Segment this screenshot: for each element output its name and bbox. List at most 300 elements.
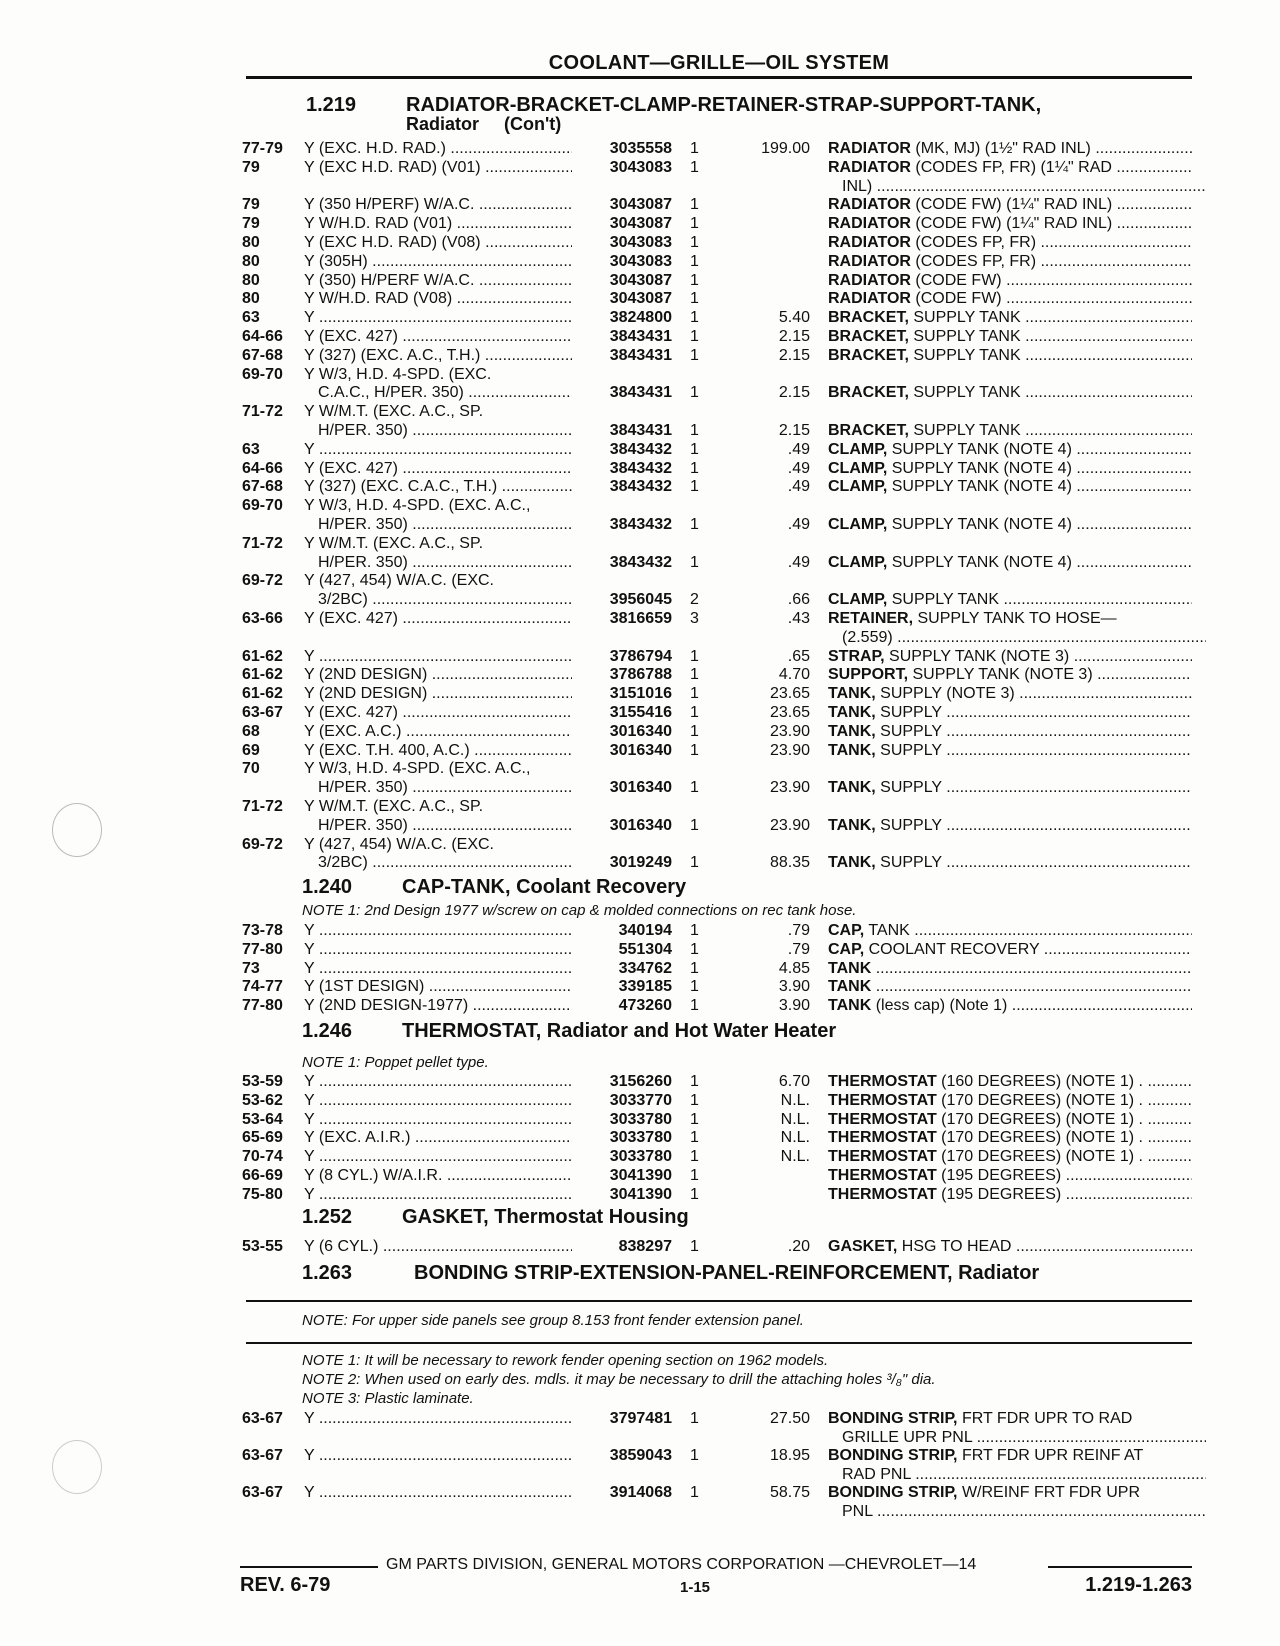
- part-description-cont: [828, 1466, 1206, 1484]
- part-description: [828, 1238, 1192, 1256]
- table-row: [0, 704, 1280, 723]
- description-text: COOLANT RECOVERY .....: [864, 941, 1192, 958]
- application: [304, 497, 572, 515]
- part-name: THERMOSTAT: [828, 1110, 937, 1128]
- quantity: 1: [690, 1110, 699, 1128]
- part-name: CLAMP,: [828, 459, 888, 477]
- part-description-cont: [828, 629, 1206, 647]
- price: 23.65: [769, 685, 810, 703]
- table-row: [0, 196, 1280, 215]
- part-description: [828, 234, 1192, 252]
- price: 18.95: [769, 1447, 810, 1465]
- part-description: [828, 1129, 1192, 1147]
- application: [304, 290, 572, 308]
- description-text: (170 DEGREES) (NOTE 1) . .....: [937, 1092, 1192, 1109]
- part-description: [828, 817, 1192, 835]
- model-year: 63-66: [242, 610, 283, 627]
- application-text: Y .....: [304, 1073, 572, 1090]
- part-number: 3043087: [609, 271, 672, 289]
- table-row: [0, 422, 1280, 441]
- price: 2.15: [778, 384, 810, 402]
- table-row: [0, 384, 1280, 403]
- price: .65: [787, 647, 810, 665]
- quantity: 1: [690, 1410, 699, 1427]
- table-row: [0, 817, 1280, 836]
- part-description: [828, 685, 1192, 703]
- table-row: [0, 997, 1280, 1016]
- application: [304, 922, 572, 940]
- application-text: Y (427, 454) W/A.C. (EXC.: [304, 572, 494, 590]
- application-text: H/PER. 350) .....: [318, 779, 572, 796]
- part-number: 3914068: [609, 1484, 672, 1502]
- part-name: CLAMP,: [828, 591, 888, 609]
- part-number: 3155416: [609, 704, 672, 721]
- application: [304, 960, 572, 978]
- quantity: 1: [690, 1148, 699, 1166]
- description-text: SUPPLY TANK (NOTE 3) .....: [908, 666, 1192, 683]
- quantity: 1: [690, 1484, 699, 1502]
- model-year: 63-67: [242, 704, 283, 721]
- part-description: [828, 1410, 1192, 1428]
- application-text: Y (EXC. 427) .....: [304, 460, 572, 477]
- application: [304, 685, 572, 703]
- description-text: SUPPLY TANK TO HOSE—: [913, 610, 1117, 627]
- part-name: RADIATOR: [828, 140, 911, 157]
- application-text: Y W/H.D. RAD (V08) .....: [304, 290, 572, 307]
- model-year: 53-62: [242, 1091, 283, 1109]
- model-year: 63-67: [242, 1410, 283, 1427]
- part-description: [828, 309, 1192, 327]
- table-row: [0, 516, 1280, 535]
- part-name: BRACKET,: [828, 422, 909, 439]
- application-text: Y (2ND DESIGN-1977) .....: [304, 997, 572, 1014]
- description-text: (CODE FW) .....: [911, 290, 1192, 307]
- quantity: 1: [690, 1129, 699, 1147]
- price: .49: [787, 553, 810, 571]
- description-text: W/REINF FRT FDR UPR: [957, 1484, 1141, 1502]
- application-text: Y (EXC H.D. RAD) (V08) .....: [304, 234, 572, 251]
- part-name: BRACKET,: [828, 346, 909, 364]
- quantity: 1: [690, 1073, 699, 1090]
- application-text: H/PER. 350) .....: [318, 817, 572, 834]
- application-text: Y .....: [304, 441, 572, 458]
- price: 58.75: [769, 1484, 810, 1502]
- application: [304, 610, 572, 628]
- quantity: 1: [690, 215, 699, 233]
- price: 2.15: [778, 422, 810, 439]
- application: [304, 1129, 572, 1147]
- part-name: RETAINER,: [828, 610, 914, 627]
- model-year: 63: [242, 440, 260, 458]
- part-number: 3843431: [609, 328, 672, 345]
- model-year: 67-68: [242, 346, 283, 364]
- part-description: [828, 460, 1192, 478]
- footer-rule-left: [240, 1566, 378, 1568]
- model-year: 74-77: [242, 978, 283, 996]
- page-title: COOLANT—GRILLE—OIL SYSTEM: [548, 52, 890, 74]
- part-description: [828, 978, 1192, 996]
- application: [304, 328, 572, 346]
- application-text: Y W/3, H.D. 4-SPD. (EXC. A.C.,: [304, 760, 531, 778]
- part-description: [828, 215, 1192, 233]
- price: 23.90: [769, 816, 810, 834]
- price: N.L.: [780, 1129, 810, 1147]
- price: 88.35: [769, 854, 810, 872]
- model-year: 65-69: [242, 1129, 283, 1147]
- price: N.L.: [780, 1110, 810, 1128]
- application: [304, 1484, 572, 1502]
- price: .79: [787, 940, 810, 958]
- part-name: TANK,: [828, 741, 876, 759]
- section-note: NOTE 1: It will be necessary to rework fender opening section on 1962 models.: [302, 1352, 829, 1369]
- model-year: 71-72: [242, 798, 283, 815]
- description-text: TANK .....: [864, 922, 1192, 939]
- application: [304, 196, 572, 214]
- model-year: 79: [242, 215, 260, 233]
- table-row: [0, 234, 1280, 253]
- part-number: 3786794: [609, 647, 672, 665]
- table-row: [0, 272, 1280, 291]
- price: .66: [787, 591, 810, 609]
- section-title: BONDING STRIP-EXTENSION-PANEL-REINFORCEMENT, Radiator: [414, 1262, 1040, 1284]
- table-row: [0, 629, 1280, 648]
- description-text: (less cap) (Note 1) .....: [871, 997, 1192, 1014]
- application: [304, 798, 572, 816]
- table-row: [0, 591, 1280, 610]
- part-name: CAP,: [828, 922, 865, 939]
- application-text: H/PER. 350) .....: [318, 422, 572, 439]
- part-number: 3043087: [609, 290, 672, 308]
- table-row: [0, 648, 1280, 667]
- quantity: 1: [690, 1167, 699, 1184]
- part-name: TANK: [828, 959, 872, 977]
- quantity: 1: [690, 158, 699, 176]
- description-text: SUPPLY TANK .....: [909, 384, 1192, 401]
- table-row: [0, 1129, 1280, 1148]
- part-description: [828, 1092, 1192, 1110]
- table-row: [0, 328, 1280, 347]
- section-range: 1.219-1.263: [1085, 1574, 1192, 1596]
- part-number: 3156260: [609, 1073, 672, 1090]
- application: [304, 1238, 572, 1256]
- part-description: [828, 422, 1192, 440]
- part-name: THERMOSTAT: [828, 1185, 937, 1203]
- part-name: TANK,: [828, 854, 876, 872]
- part-description: [828, 478, 1192, 496]
- model-year: 53-55: [242, 1238, 283, 1255]
- part-name: TANK,: [828, 816, 876, 834]
- description-text: SUPPLY (NOTE 3) .....: [876, 685, 1192, 702]
- table-row: [0, 1466, 1280, 1485]
- table-row: [0, 1073, 1280, 1092]
- part-number: 3843432: [609, 516, 672, 533]
- application-text: Y .....: [304, 648, 572, 665]
- part-description: [828, 1111, 1192, 1129]
- price: 23.90: [769, 779, 810, 797]
- description-text: (CODES FP, FR) .....: [911, 253, 1192, 270]
- quantity: 1: [690, 234, 699, 251]
- model-year: 53-59: [242, 1073, 283, 1090]
- quantity: 1: [690, 854, 699, 872]
- description-text: (MK, MJ) (1½" RAD INL) .....: [911, 140, 1192, 157]
- model-year: 80: [242, 290, 260, 308]
- part-name: CLAMP,: [828, 553, 888, 571]
- part-name: RADIATOR: [828, 215, 911, 233]
- part-description: [828, 140, 1192, 158]
- quantity: 1: [690, 422, 699, 439]
- model-year: 71-72: [242, 403, 283, 421]
- part-description: [828, 704, 1192, 722]
- table-row: [0, 1484, 1280, 1503]
- price: .49: [787, 440, 810, 458]
- part-number: 3016340: [609, 816, 672, 834]
- part-number: 3843431: [609, 384, 672, 402]
- model-year: 67-68: [242, 478, 283, 496]
- price: .79: [787, 922, 810, 939]
- part-description: [828, 384, 1192, 402]
- application-text: Y .....: [304, 922, 572, 939]
- model-year: 66-69: [242, 1167, 283, 1184]
- application-text: Y .....: [304, 1484, 572, 1501]
- part-number: 3041390: [609, 1167, 672, 1184]
- model-year: 80: [242, 234, 260, 251]
- quantity: 1: [690, 290, 699, 308]
- description-text: (CODE FW) (1¼" RAD INL) .....: [911, 215, 1192, 232]
- application-text: C.A.C., H/PER. 350) .....: [318, 384, 572, 401]
- model-year: 69-70: [242, 497, 283, 515]
- application-text: Y .....: [304, 1092, 572, 1109]
- application: [304, 1148, 572, 1166]
- model-year: 77-79: [242, 140, 283, 157]
- quantity: 1: [690, 252, 699, 270]
- model-year: 77-80: [242, 940, 283, 958]
- application: [304, 535, 572, 553]
- section-note: NOTE 1: 2nd Design 1977 w/screw on cap & molded connections on rec tank hose.: [302, 902, 857, 919]
- application: [304, 978, 572, 996]
- quantity: 1: [690, 553, 699, 571]
- application: [304, 1447, 572, 1465]
- description-text: (160 DEGREES) (NOTE 1) . .....: [937, 1073, 1192, 1090]
- part-description: [828, 1167, 1192, 1185]
- section-title: THERMOSTAT, Radiator and Hot Water Heater: [402, 1020, 837, 1042]
- part-number: 3043087: [609, 215, 672, 233]
- description-text: SUPPLY .....: [876, 779, 1192, 796]
- part-name: CLAMP,: [828, 516, 888, 533]
- part-number: 3016340: [609, 741, 672, 759]
- table-row: [0, 1429, 1280, 1448]
- part-number: 3797481: [609, 1410, 672, 1427]
- part-name: TANK,: [828, 685, 876, 703]
- footer-rule-right: [1048, 1566, 1192, 1568]
- application: [304, 234, 572, 252]
- part-description: [828, 960, 1192, 978]
- application: [318, 516, 572, 534]
- price: 2.15: [778, 346, 810, 364]
- description-text: SUPPLY TANK (NOTE 4) .....: [887, 516, 1192, 533]
- part-name: TANK: [828, 997, 872, 1015]
- part-number: 3843432: [609, 440, 672, 458]
- quantity: 1: [690, 722, 699, 740]
- quantity: 1: [690, 1238, 699, 1255]
- table-row: [0, 478, 1280, 497]
- application-text: Y (327) (EXC. C.A.C., T.H.) .....: [304, 478, 572, 495]
- application: [304, 648, 572, 666]
- description-text: (CODE FW) (1¼" RAD INL) .....: [911, 196, 1192, 213]
- section-note: NOTE 1: Poppet pellet type.: [302, 1054, 489, 1071]
- model-year: 73-78: [242, 922, 283, 939]
- quantity: 2: [690, 591, 699, 609]
- model-year: 63: [242, 309, 260, 327]
- application: [304, 140, 572, 158]
- part-name: THERMOSTAT: [828, 1129, 937, 1147]
- part-number: 3016340: [609, 722, 672, 740]
- application-text: Y (EXC. A.C.) .....: [304, 723, 572, 740]
- table-row: [0, 960, 1280, 979]
- model-year: 73: [242, 959, 260, 977]
- price: .20: [787, 1238, 810, 1255]
- application: [304, 403, 572, 421]
- table-row: [0, 140, 1280, 159]
- part-description: [828, 591, 1192, 609]
- application: [318, 817, 572, 835]
- part-number: 3816659: [609, 610, 672, 627]
- quantity: 1: [690, 704, 699, 721]
- application: [304, 742, 572, 760]
- part-description: [828, 723, 1192, 741]
- table-row: [0, 1410, 1280, 1429]
- part-name: TANK,: [828, 779, 876, 797]
- application-text: H/PER. 350) .....: [318, 516, 572, 533]
- model-year: 79: [242, 196, 260, 214]
- section-number: 1.252: [302, 1206, 353, 1228]
- part-name: BONDING STRIP,: [828, 1447, 958, 1465]
- part-number: 340194: [618, 922, 672, 939]
- model-year: 77-80: [242, 997, 283, 1015]
- part-description: [828, 554, 1192, 572]
- price: 6.70: [778, 1073, 810, 1090]
- description-text: SUPPLY TANK .....: [909, 328, 1192, 345]
- part-name: THERMOSTAT: [828, 1148, 937, 1166]
- footer-publisher: GM PARTS DIVISION, GENERAL MOTORS CORPORATION —CHEVROLET—14: [386, 1556, 977, 1573]
- application: [304, 478, 572, 496]
- part-description: [828, 648, 1192, 666]
- quantity: 1: [690, 922, 699, 939]
- table-row: [0, 798, 1280, 817]
- quantity: 1: [690, 440, 699, 458]
- description-text: SUPPLY TANK .....: [909, 309, 1192, 326]
- part-description: [828, 441, 1192, 459]
- section-note: NOTE 3: Plastic laminate.: [302, 1390, 474, 1407]
- part-number: 551304: [618, 940, 672, 958]
- revision-label: REV. 6-79: [240, 1574, 331, 1596]
- table-row: [0, 610, 1280, 629]
- table-row: [0, 836, 1280, 855]
- part-number: 3151016: [609, 685, 672, 703]
- part-name: TANK,: [828, 704, 876, 721]
- quantity: 1: [690, 940, 699, 958]
- application: [318, 384, 572, 402]
- description-text: SUPPLY TANK .....: [909, 422, 1192, 439]
- application-text: Y .....: [304, 960, 572, 977]
- part-number: 3043083: [609, 234, 672, 251]
- model-year: 69-72: [242, 572, 283, 590]
- part-name: RADIATOR: [828, 290, 911, 308]
- part-number: 3016340: [609, 779, 672, 797]
- part-name: BONDING STRIP,: [828, 1484, 958, 1502]
- table-row: [0, 742, 1280, 761]
- part-number: 3033770: [609, 1091, 672, 1109]
- part-description-cont: [828, 1429, 1206, 1447]
- quantity: 3: [690, 610, 699, 627]
- application-text: Y .....: [304, 941, 572, 958]
- price: 4.70: [778, 666, 810, 684]
- part-description: [828, 941, 1192, 959]
- quantity: 1: [690, 741, 699, 759]
- table-row: [0, 1503, 1280, 1522]
- description-text: SUPPLY TANK (NOTE 4) .....: [887, 478, 1192, 495]
- description-text: PNL .....: [842, 1503, 1206, 1520]
- part-number: 3035558: [609, 140, 672, 157]
- part-name: RADIATOR: [828, 158, 911, 176]
- part-number: 3019249: [609, 854, 672, 872]
- quantity: 1: [690, 196, 699, 214]
- quantity: 1: [690, 140, 699, 157]
- quantity: 1: [690, 271, 699, 289]
- quantity: 1: [690, 478, 699, 496]
- part-name: RADIATOR: [828, 234, 911, 251]
- description-text: (195 DEGREES) .....: [937, 1167, 1192, 1184]
- model-year: 64-66: [242, 328, 283, 345]
- header-rule: [246, 76, 1192, 79]
- part-number: 473260: [618, 997, 672, 1015]
- application: [304, 760, 572, 778]
- application-text: Y (EXC. 427) .....: [304, 328, 572, 345]
- part-number: 3843431: [609, 346, 672, 364]
- price: 2.15: [778, 328, 810, 345]
- application-text: Y (1ST DESIGN) .....: [304, 978, 572, 995]
- quantity: 1: [690, 384, 699, 402]
- application-text: Y W/H.D. RAD (V01) .....: [304, 215, 572, 232]
- quantity: 1: [690, 459, 699, 477]
- section-number: 1.240: [302, 876, 353, 898]
- application-text: Y (EXC H.D. RAD) (V01) .....: [304, 159, 572, 176]
- application-text: Y (6 CYL.) .....: [304, 1238, 572, 1255]
- application-text: Y .....: [304, 309, 572, 326]
- application: [304, 272, 572, 290]
- table-row: [0, 1447, 1280, 1466]
- description-text: SUPPLY TANK (NOTE 4) .....: [887, 460, 1192, 477]
- price: 3.90: [778, 997, 810, 1015]
- table-row: [0, 1167, 1280, 1186]
- application: [304, 253, 572, 271]
- description-text: SUPPLY .....: [876, 723, 1192, 740]
- application-text: Y (EXC. T.H. 400, A.C.) .....: [304, 742, 572, 759]
- price: .49: [787, 516, 810, 533]
- application-text: 3/2BC) .....: [318, 854, 572, 871]
- model-year: 79: [242, 158, 260, 176]
- description-text: (CODES FP, FR) (1¼" RAD .....: [911, 159, 1192, 176]
- application: [304, 215, 572, 233]
- quantity: 1: [690, 978, 699, 996]
- model-year: 68: [242, 722, 260, 740]
- table-row: [0, 1111, 1280, 1130]
- application: [304, 1111, 572, 1129]
- quantity: 1: [690, 997, 699, 1015]
- description-text: (170 DEGREES) (NOTE 1) . .....: [937, 1111, 1192, 1128]
- description-text: SUPPLY TANK .....: [887, 591, 1192, 608]
- model-year: 63-67: [242, 1484, 283, 1502]
- model-year: 63-67: [242, 1447, 283, 1465]
